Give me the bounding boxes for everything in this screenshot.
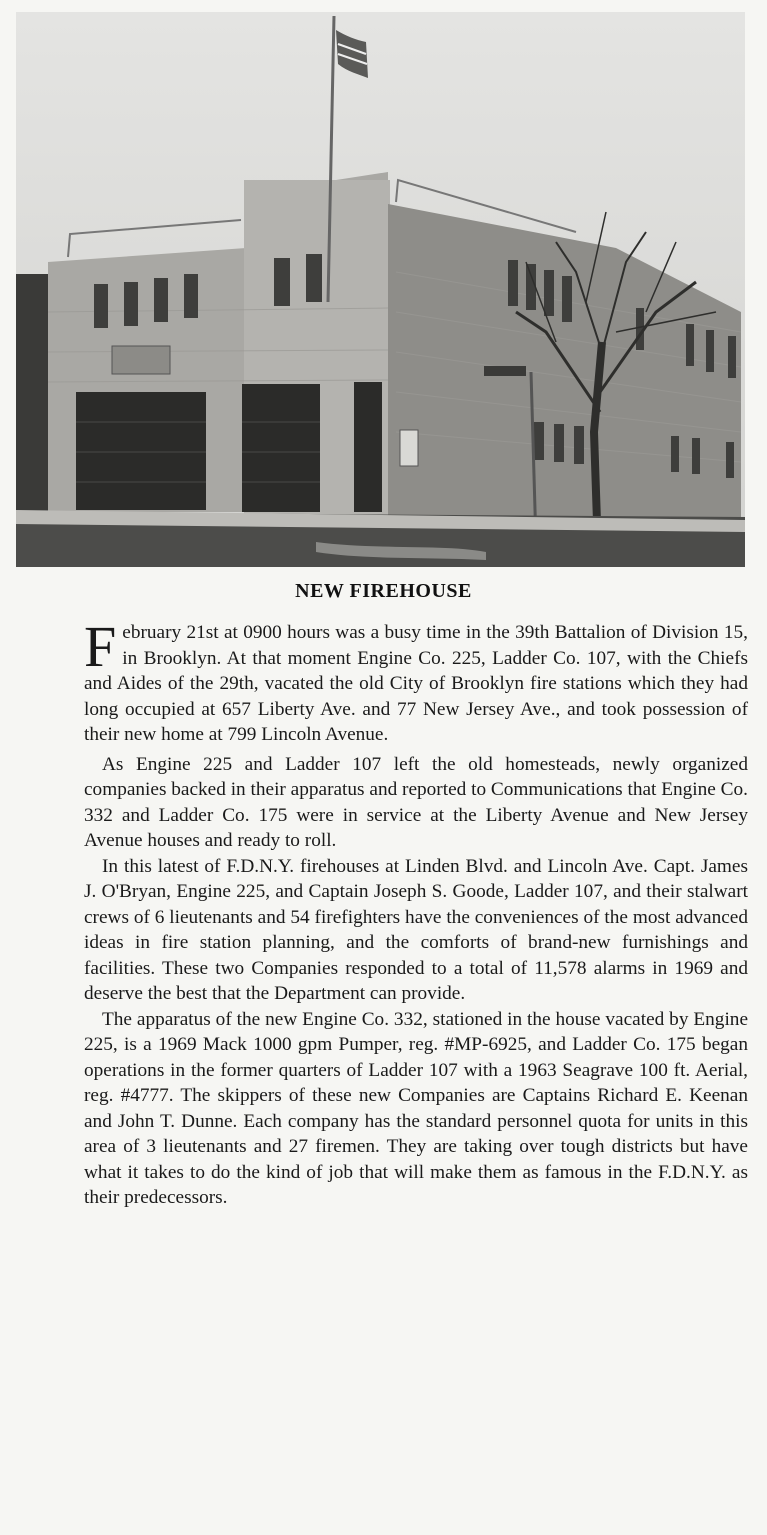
article-paragraph-1 <box>84 614 748 748</box>
article-paragraph-3: In this latest of F.D.N.Y. firehouses at Linden Blvd. and Lincoln Ave. Capt. James J. O'Bryan, Engine 225, and Captain Joseph S. Goode, Ladder 107, and their stalwart crews of 6 lieutenants and 54 firefighters have the conveniences of the most advanced ideas in fire station planning, and the comforts of brand-new furnishings and facilities. These two Companies responded to a total of 11,578 alarms in 1969 and deserve the best that the Department can provide. <box>84 855 748 1004</box>
firehouse-photo-drawing <box>16 12 745 567</box>
article-headline: NEW FIREHOUSE <box>295 580 472 602</box>
article-paragraph-4: The apparatus of the new Engine Co. 332, stationed in the house vacated by Engine 225, is a 1969 Mack 1000 gpm Pumper, reg. #MP-6925, and Ladder Co. 175 began operations in the former quarters of Ladder 107 with a 1963 Seagrave 100 ft. Aerial, reg. #4777. The skippers of these new Companies are Captains Richard E. Keenan and John T. Dunne. Each company has the standard personnel quota for units in this area of 3 lieutenants and 27 firemen. They are taking over tough districts but have what it takes to do the kind of job that will make them as famous in the F.D.N.Y. as their predecessors. <box>84 1008 748 1208</box>
garage-door-right <box>242 384 320 512</box>
street-sign <box>484 366 526 376</box>
company-sign <box>112 346 170 374</box>
drop-cap: F <box>84 614 117 679</box>
paragraph-1-text: ebruary 21st at 0900 hours was a busy time in the 39th Battalion of Division 15, in Brooklyn. At that moment Engine Co. 225, Ladder Co. 107, with the Chiefs and Aides of the 29th, vacated the old City of Brooklyn fire stations which they had long occupied at 657 Liberty Ave. and 77 New Jersey Ave., and took possession of their new home at 799 Lincoln Avenue. <box>84 622 748 745</box>
garage-door-left <box>76 392 206 510</box>
article-paragraph-2: As Engine 225 and Ladder 107 left the old homesteads, newly organized companies backed in their apparatus and reported to Communications that Engine Co. 332 and Ladder Co. 175 were in service at the Liberty Avenue and New Jersey Avenue houses and ready to roll. <box>84 753 748 851</box>
firehouse-photo <box>16 12 745 567</box>
article-body <box>84 614 748 1211</box>
